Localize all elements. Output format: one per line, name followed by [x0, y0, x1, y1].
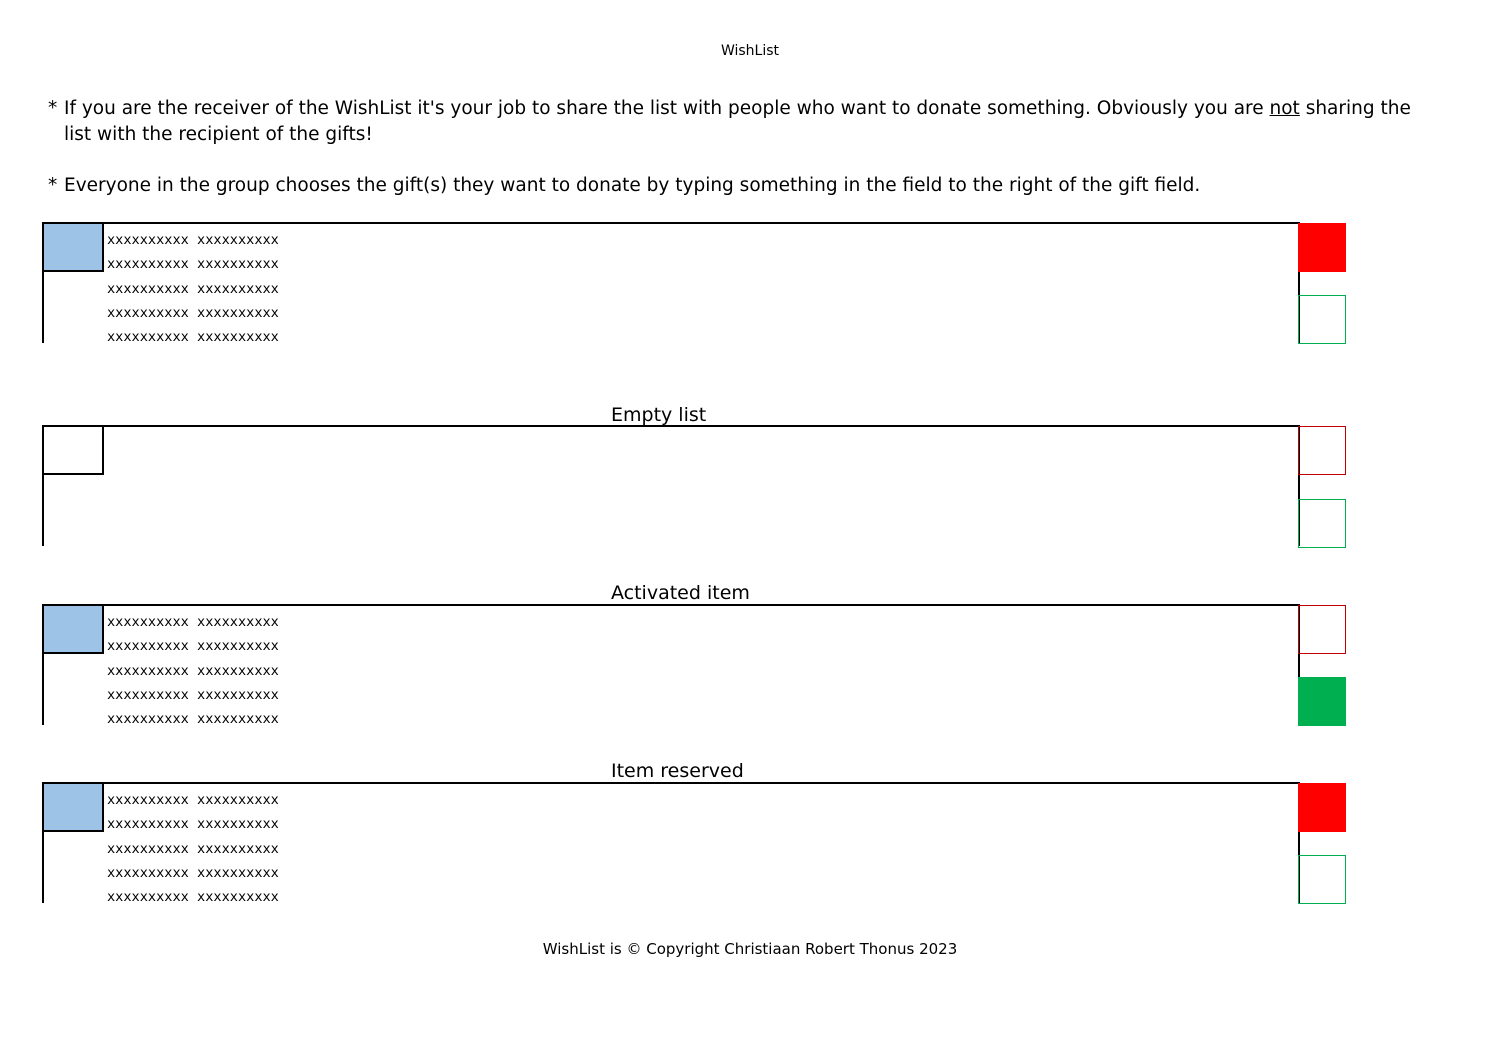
reserved-indicator[interactable]	[1298, 605, 1346, 654]
reserved-indicator[interactable]	[1298, 783, 1346, 832]
item-image-placeholder[interactable]	[44, 224, 104, 272]
description-line: xxxxxxxxxx xxxxxxxxxx	[107, 662, 279, 679]
description-line: xxxxxxxxxx xxxxxxxxxx	[107, 816, 279, 833]
reserved-indicator[interactable]	[1298, 426, 1346, 475]
donate-field[interactable]	[1298, 499, 1346, 548]
reserved-item-panel[interactable]	[42, 782, 1298, 906]
item-image-placeholder[interactable]	[44, 427, 104, 475]
item-description	[107, 788, 279, 909]
instruction-share	[48, 96, 1418, 148]
donate-field[interactable]	[1298, 855, 1346, 904]
emphasis-not: not	[1269, 98, 1300, 119]
description-line: xxxxxxxxxx xxxxxxxxxx	[107, 280, 279, 297]
section-label-activated-item: Activated item	[611, 582, 750, 604]
description-line: xxxxxxxxxx xxxxxxxxxx	[107, 792, 279, 808]
instruction-text: If you are the receiver of the WishList it's your job to share the list with people who want to donate something. Obviously you are not sharing the list with the recipient of the gifts!	[64, 98, 1411, 145]
description-line: xxxxxxxxxx xxxxxxxxxx	[107, 638, 279, 655]
description-line: xxxxxxxxxx xxxxxxxxxx	[107, 711, 279, 728]
bullet-star: *	[48, 175, 58, 196]
description-line: xxxxxxxxxx xxxxxxxxxx	[107, 686, 279, 703]
bullet-star: *	[48, 98, 58, 119]
item-image-placeholder[interactable]	[44, 784, 104, 832]
page-title: WishList	[720, 43, 780, 59]
description-line: xxxxxxxxxx xxxxxxxxxx	[107, 232, 279, 248]
instruction-text: Everyone in the group chooses the gift(s) they want to donate by typing something in the field to the right of the gift field.	[64, 175, 1201, 196]
description-line: xxxxxxxxxx xxxxxxxxxx	[107, 304, 279, 321]
item-image-placeholder[interactable]	[44, 606, 104, 654]
donate-field-active[interactable]	[1298, 677, 1346, 726]
copyright-footer: WishList is © Copyright Christiaan Robert Thonus 2023	[542, 940, 958, 958]
section-label-item-reserved: Item reserved	[611, 760, 744, 782]
reserved-indicator[interactable]	[1298, 223, 1346, 272]
description-line: xxxxxxxxxx xxxxxxxxxx	[107, 256, 279, 273]
instruction-choose	[48, 173, 1418, 199]
description-line: xxxxxxxxxx xxxxxxxxxx	[107, 329, 279, 346]
donate-field[interactable]	[1298, 295, 1346, 344]
item-description	[107, 228, 279, 349]
item-description	[107, 610, 279, 731]
description-line: xxxxxxxxxx xxxxxxxxxx	[107, 840, 279, 857]
activated-item-panel[interactable]	[42, 604, 1298, 728]
description-line: xxxxxxxxxx xxxxxxxxxx	[107, 614, 279, 630]
empty-list-panel[interactable]	[42, 425, 1298, 546]
description-line: xxxxxxxxxx xxxxxxxxxx	[107, 864, 279, 881]
description-line: xxxxxxxxxx xxxxxxxxxx	[107, 889, 279, 906]
section-label-empty-list: Empty list	[611, 404, 707, 426]
wish-item-panel[interactable]	[42, 222, 1298, 346]
